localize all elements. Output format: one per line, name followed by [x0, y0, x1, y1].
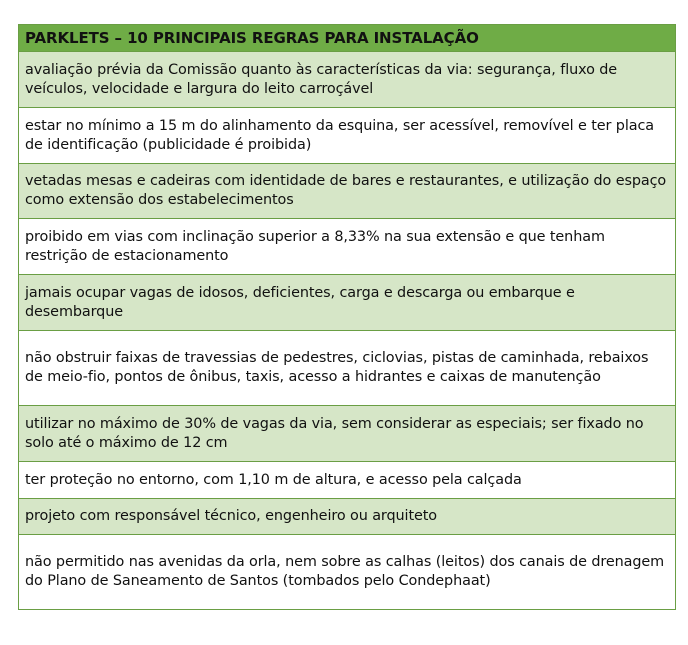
table-row [19, 52, 676, 108]
table-row [19, 164, 676, 219]
rule-8: ter proteção no entorno, com 1,10 m de altura, e acesso pela calçada [19, 462, 676, 499]
table-row [19, 406, 676, 462]
rule-1: avaliação prévia da Comissão quanto às características da via: segurança, fluxo de veículos, velocidade e largura do leito carroçável [19, 52, 676, 108]
table-row [19, 275, 676, 331]
table-row [19, 219, 676, 275]
rule-4: proibido em vias com inclinação superior a 8,33% na sua extensão e que tenham restrição de estacionamento [19, 219, 676, 275]
table-row [19, 108, 676, 164]
table-title: PARKLETS – 10 PRINCIPAIS REGRAS PARA INSTALAÇÃO [19, 25, 676, 52]
table-header-row [19, 25, 676, 52]
rule-6: não obstruir faixas de travessias de pedestres, ciclovias, pistas de caminhada, rebaixos de meio-fio, pontos de ônibus, taxis, acesso a hidrantes e caixas de manutenção [19, 331, 676, 406]
rule-10: não permitido nas avenidas da orla, nem sobre as calhas (leitos) dos canais de drenagem do Plano de Saneamento de Santos (tombados pelo Condephaat) [19, 535, 676, 610]
rule-5: jamais ocupar vagas de idosos, deficientes, carga e descarga ou embarque e desembarque [19, 275, 676, 331]
parklets-rules-table [18, 24, 676, 610]
table-row [19, 462, 676, 499]
table-row [19, 535, 676, 610]
rule-7: utilizar no máximo de 30% de vagas da via, sem considerar as especiais; ser fixado no solo até o máximo de 12 cm [19, 406, 676, 462]
table-row [19, 331, 676, 406]
rule-9: projeto com responsável técnico, engenheiro ou arquiteto [19, 499, 676, 535]
rule-3: vetadas mesas e cadeiras com identidade de bares e restaurantes, e utilização do espaço como extensão dos estabelecimentos [19, 164, 676, 219]
rule-2: estar no mínimo a 15 m do alinhamento da esquina, ser acessível, removível e ter placa de identificação (publicidade é proibida) [19, 108, 676, 164]
table-row [19, 499, 676, 535]
